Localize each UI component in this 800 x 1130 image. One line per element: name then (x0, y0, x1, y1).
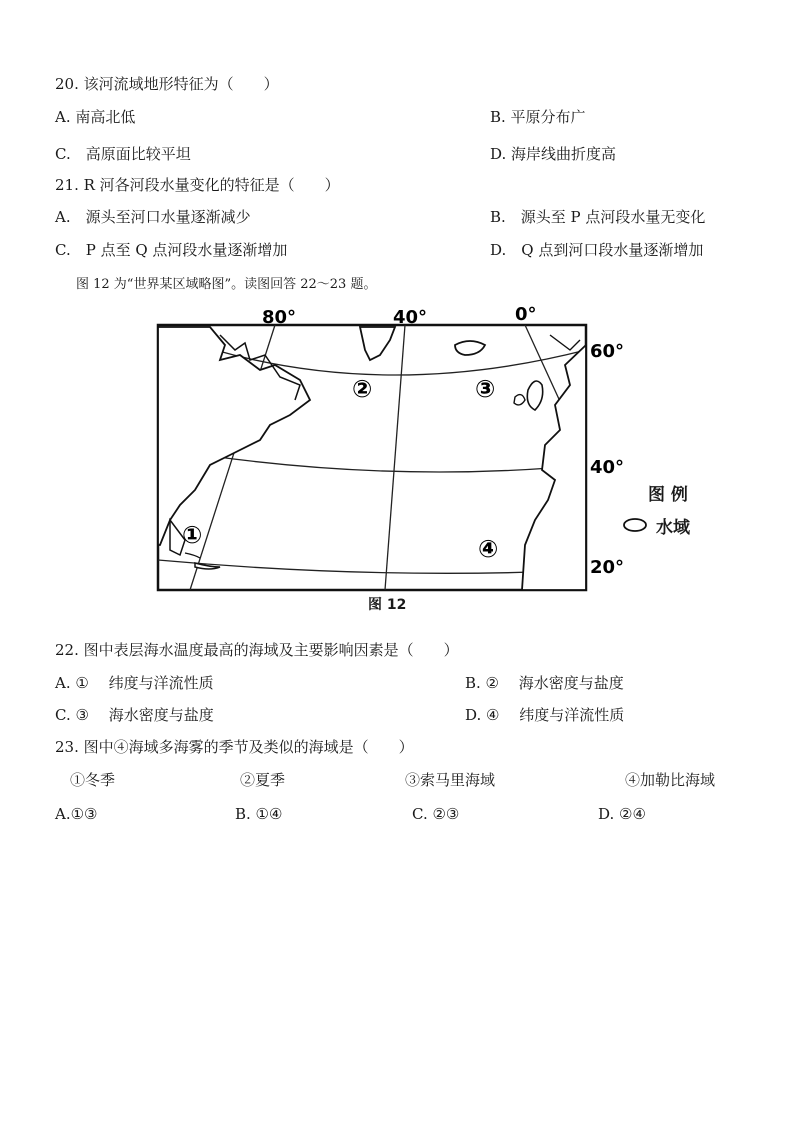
q22-option-b: B. ② 海水密度与盐度 (465, 674, 624, 692)
q22-option-d: D. ④ 纬度与洋流性质 (465, 706, 625, 724)
q21-option-b: B. 源头至 P 点河段水量无变化 (490, 208, 706, 226)
figure-caption: 图 12 (368, 597, 407, 613)
figure-intro: 图 12 为“世界某区域略图”。读图回答 22～23 题。 (76, 277, 377, 292)
label-lon-80: 80° (262, 307, 297, 328)
q22-option-a: A. ① 纬度与洋流性质 (55, 674, 214, 692)
q23-choice-1: ①冬季 (70, 771, 116, 789)
q20-option-d: D. 海岸线曲折度高 (490, 145, 617, 163)
map-svg (150, 305, 630, 615)
marker-region-3: ③ (475, 375, 496, 403)
q23-choice-4: ④加勒比海域 (625, 771, 716, 789)
q20-option-a: A. 南高北低 (55, 108, 136, 126)
label-lat-40: 40° (590, 457, 625, 478)
q23-option-b: B. ①④ (235, 805, 283, 823)
q21-option-c: C. P 点至 Q 点河段水量逐渐增加 (55, 241, 288, 259)
q21-option-d: D. Q 点到河口段水量逐渐增加 (490, 241, 704, 259)
q23-choice-3: ③索马里海域 (405, 771, 496, 789)
legend-title: 图 例 (648, 485, 688, 505)
label-lat-60: 60° (590, 341, 625, 362)
q23-stem: 23. 图中④海域多海雾的季节及类似的海域是（ ） (55, 738, 414, 756)
label-lon-0: 0° (515, 305, 537, 325)
q20-option-c: C. 高原面比较平坦 (55, 145, 191, 163)
label-lat-20: 20° (590, 557, 625, 578)
marker-region-4: ④ (478, 535, 499, 563)
q21-stem: 21. R 河各河段水量变化的特征是（ ） (55, 176, 340, 194)
q23-option-d: D. ②④ (598, 805, 646, 823)
label-lon-40: 40° (393, 307, 428, 328)
figure-12-map (150, 305, 630, 615)
marker-region-1: ① (182, 521, 203, 549)
q23-option-c: C. ②③ (412, 805, 460, 823)
q20-stem: 20. 该河流域地形特征为（ ） (55, 75, 279, 93)
q22-stem: 22. 图中表层海水温度最高的海域及主要影响因素是（ ） (55, 641, 459, 659)
q20-option-b: B. 平原分布广 (490, 108, 586, 126)
water-symbol-icon (620, 515, 650, 535)
legend-label: 水域 (656, 518, 690, 538)
marker-region-2: ② (352, 375, 373, 403)
q23-option-a: A.①③ (55, 805, 98, 823)
q23-choice-2: ②夏季 (240, 771, 286, 789)
q21-option-a: A. 源头至河口水量逐渐减少 (55, 208, 251, 226)
q22-option-c: C. ③ 海水密度与盐度 (55, 706, 214, 724)
